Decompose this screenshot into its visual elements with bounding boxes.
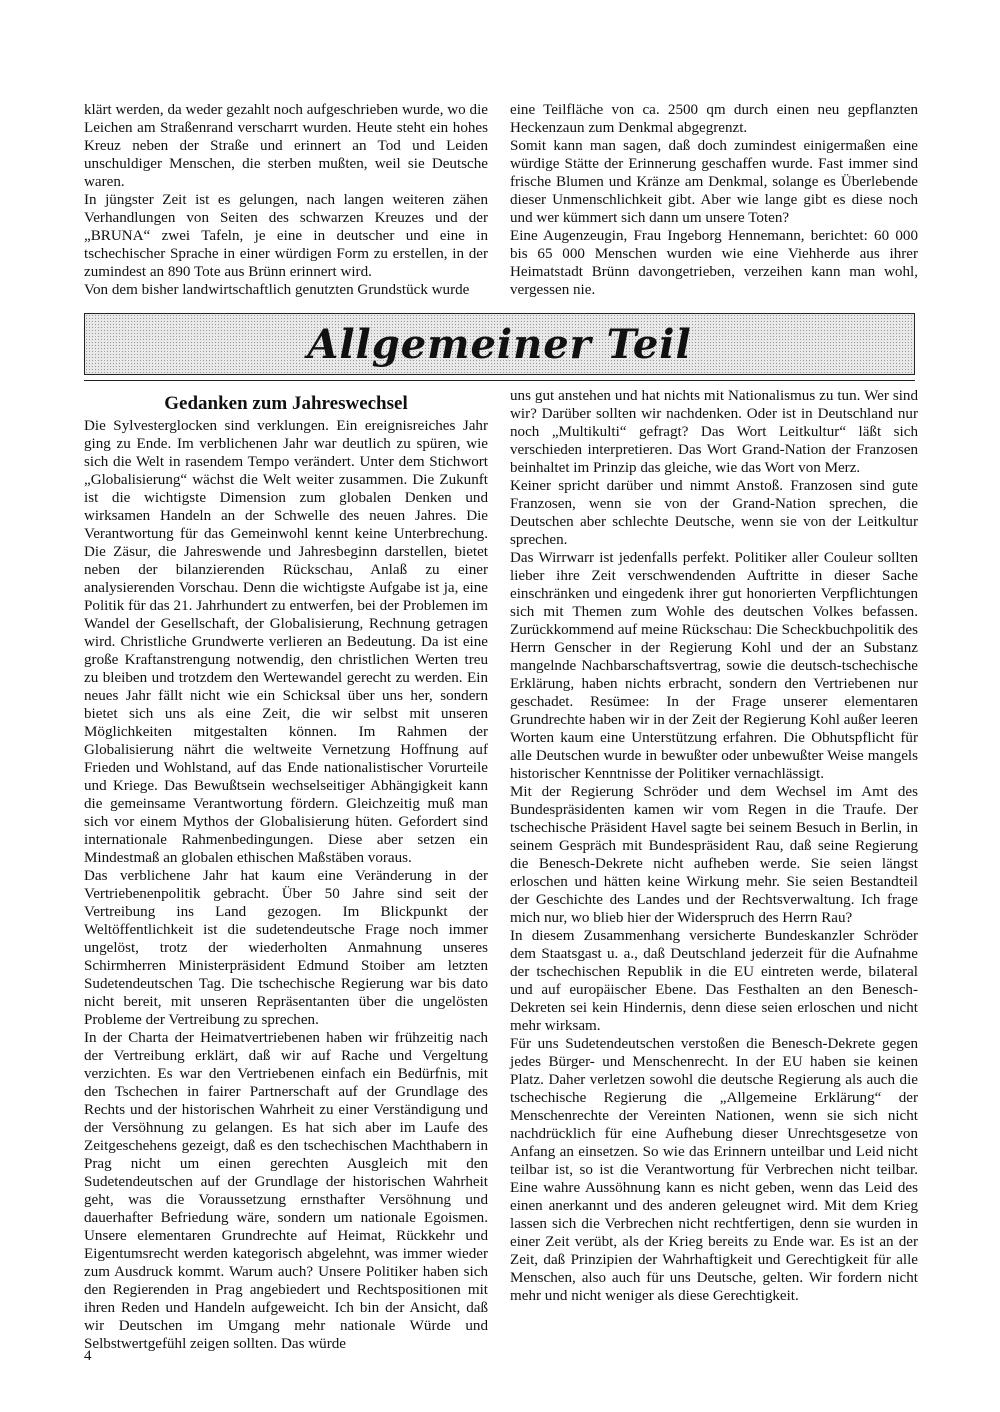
- paragraph: Das Wirrwarr ist jedenfalls perfekt. Politiker aller Couleur sollten lieber ihre Zeit verschwendenden Auftritte in dieser Sache einschränken und eingedenk ihrer gut honorierten Verpflichtungen sich mit Themen zum Wohle des deutschen Volkes befassen. Zurückkommend auf meine Rückschau: Die Scheckbuchpolitik des Herrn Genscher in der Regierung Kohl und der an Substanz mangelnde Nachbarschaftsvertrag, sowie die deutsch-tschechische Erklärung, haben nichts erbracht, sondern den Vertriebenen nur geschadet. Resümee: In der Frage unserer elementaren Grundrechte haben wir in der Zeit der Regierung Kohl außer leeren Worten kaum eine Unterstützung erfahren. Die Obhutspflicht für alle Deutschen wurde in bewußter oder unbewußter Weise mangels historischer Kenntnisse der Politiker vernachlässigt.: [510, 550, 918, 782]
- article-right-column: [510, 387, 918, 1305]
- paragraph: Mit der Regierung Schröder und dem Wechsel im Amt des Bundespräsidenten kamen wir vom Regen in die Traufe. Der tschechische Präsident Havel sagte bei seinem Besuch in Berlin, in seinem Gespräch mit Bundespräsident Rau, daß seine Regierung die Benesch-Dekrete nicht aufheben werde. Sie seien längst erloschen und hätten keine Wirkung mehr. Sie seien Bestandteil der Geschichte des Landes und der Rechtsverwaltung. Ich frage mich nur, wo blieb hier der Widerspruch des Herrn Rau?: [510, 784, 918, 926]
- paragraph: eine Teilfläche von ca. 2500 qm durch einen neu gepflanzten Heckenzaun zum Denkmal abgegrenzt.: [510, 102, 918, 136]
- paragraph: Die Sylvesterglocken sind verklungen. Ein ereignisreiches Jahr ging zu Ende. Im verblichenen Jahr war deutlich zu spüren, wie sich die Welt in rasendem Tempo verändert. Unter dem Stichwort „Globalisierung“ wächst die Welt weiter zusammen. Die Zukunft ist die wichtigste Dimension zum globalen Denken und wirksamen Handeln an der Schwelle des neuen Jahres. Die Verantwortung für das Gemeinwohl kennt keine Unterbrechung. Die Zäsur, die Jahreswende und Jahresbeginn darstellen, bietet neben der bilanzierenden Rückschau, Anlaß zu einer analysierenden Vorschau. Denn die wichtigste Aufgabe ist ja, eine Politik für das 21. Jahrhundert zu entwerfen, bei der Problemen im Wandel der Gesellschaft, der Globalisierung, Rechnung getragen wird. Christliche Grundwerte verlieren an Bedeutung. Da ist eine große Kraftanstrengung notwendig, den christlichen Werten treu zu bleiben und trotzdem den Wertewandel gerecht zu werden. Ein neues Jahr fällt nicht wie ein Schicksal über uns her, sondern bietet sich uns als eine Zeit, die wir selbst mit unseren Möglichkeiten mitgestalten können. Im Rahmen der Globalisierung nährt die weltweite Vernetzung Hoffnung auf Frieden und Wohlstand, auf das Ende nationalistischer Vorurteile und Kriege. Das Bewußtsein wechselseitiger Abhängigkeit kann die gemeinsame Verantwortung fördern. Gleichzeitig muß man sich vor einem Mythos der Globalisierung hüten. Gefordert sind internationale Rahmenbedingungen. Diese aber setzen ein Mindestmaß an globalen ethischen Maßstäben voraus.: [84, 418, 488, 866]
- paragraph: uns gut anstehen und hat nichts mit Nationalismus zu tun. Wer sind wir? Darüber sollten wir nachdenken. Oder ist in Deutschland nur noch „Multikulti“ gefragt? Das Wort Leitkultur“ läßt sich verschieden interpretieren. Das Wort Grand-Nation der Franzosen beinhaltet im Prinzip das gleiche, wie das Wort von Merz.: [510, 388, 918, 476]
- paragraph: Keiner spricht darüber und nimmt Anstoß. Franzosen sind gute Franzosen, wenn sie von der Grand-Nation sprechen, die Deutschen aber schlechte Deutsche, wenn sie von der Leitkultur sprechen.: [510, 478, 918, 548]
- paragraph: Somit kann man sagen, daß doch zumindest einigermaßen eine würdige Stätte der Erinnerung geschaffen wurde. Fast immer sind frische Blumen und Kränze am Denkmal, solange es Überlebende dieser Unmenschlichkeit gibt. Aber wie lange gibt es diese noch und wer kümmert sich dann um unsere Toten?: [510, 138, 918, 226]
- article-title: Gedanken zum Jahreswechsel: [164, 393, 408, 414]
- paragraph: Von dem bisher landwirtschaftlich genutzten Grundstück wurde: [84, 282, 470, 298]
- section-banner: [84, 313, 915, 375]
- paragraph: Das verblichene Jahr hat kaum eine Veränderung in der Vertriebenenpolitik gebracht. Über 50 Jahre sind seit der Vertreibung ins Land gezogen. Im Blickpunkt der Weltöffentlichkeit ist die sudetendeutsche Frage noch immer ungelöst, trotz der wiederholten Anmahnung unseres Schirmherren Ministerpräsident Edmund Stoiber am letzten Sudetendeutschen Tag. Die tschechische Regierung war bis dato nicht bereit, mit unseren Repräsentanten über die ungelösten Probleme der Vertreibung zu sprechen.: [84, 868, 488, 1028]
- section-heading: Allgemeiner Teil: [307, 321, 692, 368]
- top-left-column: [84, 101, 488, 299]
- paragraph: Eine Augenzeugin, Frau Ingeborg Hennemann, berichtet: 60 000 bis 65 000 Menschen wurden wie eine Viehherde aus ihrer Heimatstadt Brünn davongetrieben, verzeihen kann man wohl, vergessen nie.: [510, 228, 918, 298]
- page-number: 4: [84, 1348, 92, 1364]
- divider: [84, 380, 915, 381]
- article-left-column: [84, 417, 488, 1353]
- top-right-column: [510, 101, 918, 299]
- paragraph: In diesem Zusammenhang versicherte Bundeskanzler Schröder dem Staatsgast u. a., daß Deutschland jederzeit für die Aufnahme der tschechischen Republik in die EU eintreten werde, bilateral und auf europäischer Ebene. Das Festhalten an den Benesch-Dekreten sei kein Hindernis, denn diese seien erloschen und nicht mehr wirksam.: [510, 928, 918, 1034]
- paragraph: Für uns Sudetendeutschen verstoßen die Benesch-Dekrete gegen jedes Bürger- und Menschenrecht. In der EU haben sie keinen Platz. Daher verletzen sowohl die deutsche Regierung als auch die tschechische Regierung die „Allgemeine Erklärung“ der Menschenrechte der Vereinten Nationen, wenn sie sich nicht nachdrücklich für eine Aufhebung dieser Unrechtsgesetze von Anfang an einsetzen. So wie das Erinnern unteilbar und Leid nicht teilbar ist, so ist die Verantwortung für Verbrechen nicht teilbar. Eine wahre Aussöhnung kann es nicht geben, wenn das Leid des einen anerkannt und des anderen geleugnet wird. Mit dem Krieg lassen sich die Verbrechen nicht rechtfertigen, denn sie wurden in einer Zeit verübt, als der Krieg bereits zu Ende war. Es ist an der Zeit, daß Prinzipien der Wahrhaftigkeit und Gerechtigkeit für alle Menschen, also auch für uns Deutsche, gelten. Wir fordern nicht mehr und nicht weniger als diese Gerechtigkeit.: [510, 1036, 918, 1304]
- paragraph: klärt werden, da weder gezahlt noch aufgeschrieben wurde, wo die Leichen am Straßenrand verscharrt wurden. Heute steht ein hohes Kreuz neben der Straße und erinnert an Tod und Leiden unschuldiger Menschen, die sterben mußten, weil sie Deutsche waren.: [84, 102, 488, 190]
- paragraph: In jüngster Zeit ist es gelungen, nach langen weiteren zähen Verhandlungen von Seiten des schwarzen Kreuzes und der „BRUNA“ zwei Tafeln, je eine in deutscher und eine in tschechischer Sprache in einer würdigen Form zu erstellen, in der zumindest an 890 Tote aus Brünn erinnert wird.: [84, 192, 488, 280]
- paragraph: In der Charta der Heimatvertriebenen haben wir frühzeitig nach der Vertreibung erklärt, daß wir auf Rache und Vergeltung verzichten. Es war den Vertriebenen einfach ein Bedürfnis, mit den Tschechen in fairer Partnerschaft auf der Grundlage des Rechts und der historischen Wahrheit zu einer Verständigung und der Versöhnung zu gelangen. Es hat sich aber im Laufe des Zeitgeschehens gezeigt, daß es den tschechischen Machthabern in Prag nicht um einen gerechten Ausgleich mit den Sudetendeutschen auf der Grundlage der historischen Wahrheit geht, was die Voraussetzung ernsthafter Versöhnung und dauerhafter Befriedung wäre, sondern um nationale Egoismen. Unsere elementaren Grundrechte auf Heimat, Rückkehr und Eigentumsrecht werden kategorisch abgelehnt, was immer wieder zum Ausdruck kommt. Warum auch? Unsere Politiker haben sich den Regierenden in Prag angebiedert und Rechtspositionen mit ihren Reden und Handeln aufgeweicht. Ich bin der Ansicht, daß wir Deutschen im Umgang mehr nationale Würde und Selbstwertgefühl zeigen sollten. Das würde: [84, 1030, 488, 1352]
